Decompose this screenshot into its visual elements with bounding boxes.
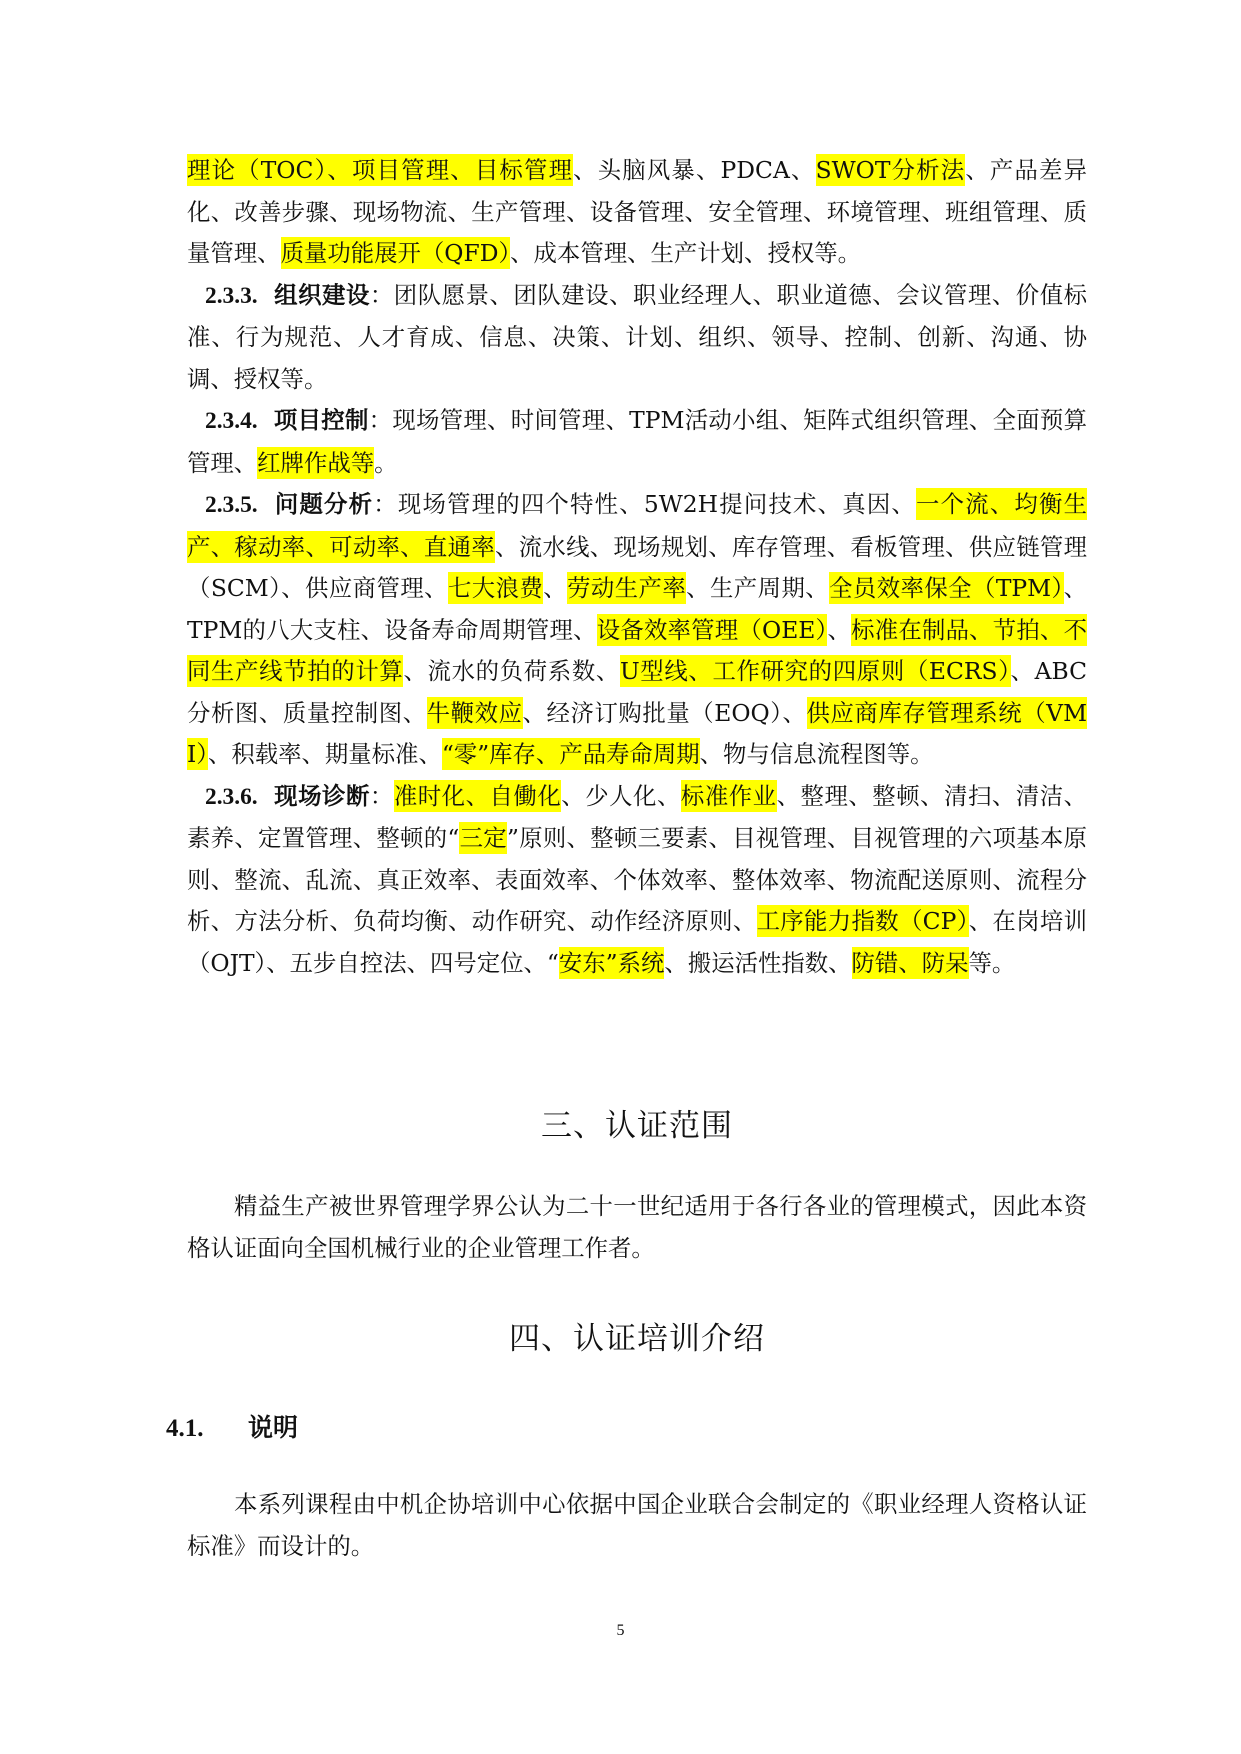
highlight: 设备效率管理（OEE） <box>596 615 828 644</box>
item-number: 2.3.4. <box>205 408 258 434</box>
section-3-title: 三、认证范围 <box>541 1108 733 1144</box>
highlight: 牛鞭效应 <box>426 698 523 727</box>
text-run: 。 <box>374 448 398 477</box>
highlight: 安东”系统 <box>558 948 665 977</box>
highlight: 标准作业 <box>680 781 777 810</box>
highlight: 一个流、均衡生产、稼动率、可动率、直通率 <box>187 490 1088 561</box>
text-run: 、ABC分析图、质量控制图、 <box>187 657 1088 727</box>
item-2-3-5 <box>187 484 1087 776</box>
highlight: 红牌作战等 <box>257 448 375 477</box>
item-label: 组织建设 <box>273 280 370 309</box>
item-2-3-3 <box>187 275 1087 401</box>
text-run: 、头脑风暴、PDCA、 <box>573 156 816 184</box>
section-4-title: 四、认证培训介绍 <box>509 1321 765 1357</box>
text-run: 、成本管理、生产计划、授权等。 <box>510 239 862 267</box>
highlight: 工序能力指数（CP） <box>756 907 969 935</box>
text-run: 、生产周期、 <box>686 574 830 602</box>
highlight: 全员效率保全（TPM） <box>829 574 1064 602</box>
highlight: 劳动生产率 <box>567 574 687 602</box>
text-run: ： <box>369 781 394 810</box>
text-run: 、积载率、期量标准、 <box>207 740 442 768</box>
text-run: 、流水线、现场规划、库存管理、看板管理、供应链管理（SCM）、供应商管理、 <box>187 532 1087 602</box>
text-run: 、经济订购批量（EOQ）、 <box>522 698 807 727</box>
item-number: 2.3.6. <box>205 783 258 810</box>
item-2-3-4 <box>187 400 1087 484</box>
text-run: 、物与信息流程图等。 <box>699 740 934 768</box>
item-label: 项目控制 <box>273 406 369 434</box>
text-run: ：团队愿景、团队建设、职业经理人、职业道德、会议管理、价值标准、行为规范、人才育成、信息、决策、计划、组织、领导、控制、创新、沟通、协调、授权等。 <box>187 280 1088 393</box>
page-number: 5 <box>616 1622 625 1639</box>
highlight: 三定 <box>459 824 507 852</box>
text-run: 、流水的负荷系数、 <box>403 657 620 685</box>
highlight: 质量功能展开（QFD） <box>280 239 511 267</box>
text-run: ：现场管理的四个特性、5W2H提问技术、真因、 <box>373 490 917 518</box>
highlight: “零”库存、产品寿命周期 <box>441 740 700 768</box>
paragraph-continued-list <box>187 150 1087 275</box>
subsection-title: 说明 <box>248 1413 299 1442</box>
highlight: SWOT分析法 <box>815 156 966 184</box>
highlight: 供应商库存管理系统（VMI） <box>187 698 1088 768</box>
highlight: 标准在制品、节拍、不同生产线节拍的计算 <box>187 615 1088 685</box>
highlight: U型线、工作研究的四原则（ECRS） <box>619 657 1011 685</box>
text-run: 、产品差异化、改善步骤、现场物流、生产管理、设备管理、安全管理、环境管理、班组管理、质量管理、 <box>187 156 1087 267</box>
highlight: 防错、防呆 <box>851 948 969 977</box>
text-run: 、 <box>543 574 568 602</box>
highlight: 准时化、自働化 <box>393 781 562 810</box>
text-run: 、整理、整顿、清扫、清洁、素养、定置管理、整顿的“ <box>187 781 1088 852</box>
subsection-4-1-heading <box>166 1408 298 1444</box>
text-run: ：现场管理、时间管理、TPM活动小组、矩阵式组织管理、全面预算管理、 <box>187 406 1087 477</box>
text-run: 、 <box>827 615 852 644</box>
item-number: 2.3.5. <box>205 492 258 518</box>
highlight: 七大浪费 <box>447 574 544 602</box>
text-run: 、少人化、 <box>561 781 681 810</box>
subsection-4-1-body: 本系列课程由中机企协培训中心依据中国企业联合会制定的《职业经理人资格认证标准》而设计的。 <box>187 1490 1087 1560</box>
subsection-number: 4.1. <box>166 1415 204 1442</box>
highlight: 理论（TOC）、项目管理、目标管理 <box>187 156 574 184</box>
text-run: 等。 <box>968 948 1016 977</box>
item-label: 现场诊断 <box>273 781 370 810</box>
text-run: ”原则、整顿三要素、目视管理、目视管理的六项基本原则、整流、乱流、真正效率、表面效率、个体效率、整体效率、物流配送原则、流程分析、方法分析、负荷均衡、动作研究、动作经济原则、 <box>187 824 1087 935</box>
item-label: 问题分析 <box>273 490 374 518</box>
text-run: 、TPM的八大支柱、设备寿命周期管理、 <box>187 574 1088 644</box>
item-2-3-6 <box>187 776 1087 985</box>
section-3-body: 精益生产被世界管理学界公认为二十一世纪适用于各行各业的管理模式，因此本资格认证面向全国机械行业的企业管理工作者。 <box>187 1192 1087 1262</box>
item-number: 2.3.3. <box>205 282 258 309</box>
text-run: 、搬运活性指数、 <box>664 948 852 977</box>
text-run: 、在岗培训（OJT）、五步自控法、四号定位、“ <box>187 907 1088 977</box>
list-section <box>187 150 1087 984</box>
